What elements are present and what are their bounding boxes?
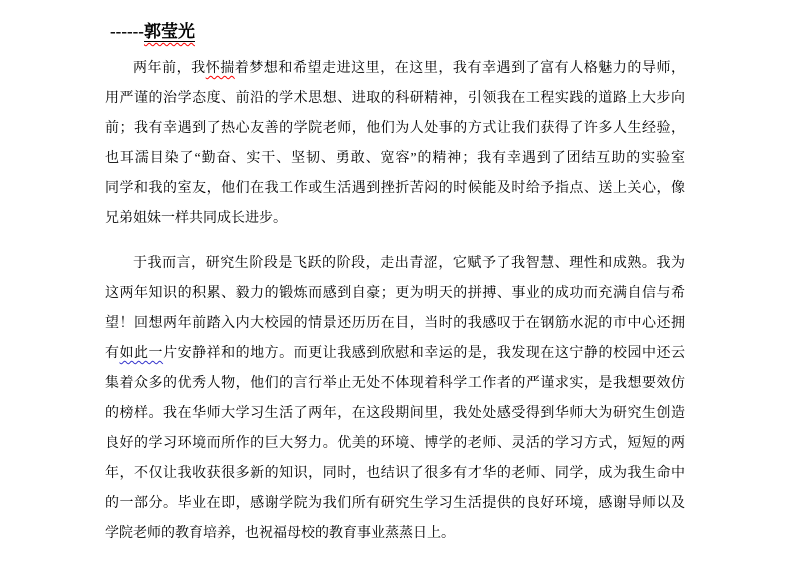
text-segment: 也耳濡目染了“勤奋、实干、坚韧、勇敢、宽容”的精神；我有幸遇到了团结互助的实验室 bbox=[105, 151, 685, 166]
text-line bbox=[105, 519, 685, 549]
text-segment: 有 bbox=[105, 346, 120, 361]
text-segment: 同学和我的室友，他们在我工作或生活遇到挫折苦闷的时候能及时给予指点、送上关心，像 bbox=[105, 181, 685, 196]
text-segment: 两年前，我 bbox=[133, 61, 206, 76]
text-line bbox=[105, 339, 685, 369]
text-segment: 于我而言，研究生阶段是飞跃的阶段，走出青涩，它赋予了我智慧、理性和成熟。我为 bbox=[133, 256, 685, 271]
text-line bbox=[105, 114, 685, 144]
text-line bbox=[105, 459, 685, 489]
text-line bbox=[105, 249, 685, 279]
text-segment: 前；我有幸遇到了热心友善的学院老师，他们为人处事的方式让我们获得了许多人生经验， bbox=[105, 121, 685, 136]
text-line bbox=[105, 429, 685, 459]
text-line bbox=[105, 309, 685, 339]
text-line bbox=[105, 204, 685, 234]
text-segment: 良好的学习环境而所作的巨大努力。优美的环境、博学的老师、灵活的学习方式，短短的两 bbox=[105, 436, 685, 451]
text-segment: 集着众多的优秀人物，他们的言行举止无处不体现着科学工作者的严谨求实，是我想要效仿 bbox=[105, 376, 685, 391]
text-line bbox=[105, 144, 685, 174]
signature-dashes: ------ bbox=[110, 22, 144, 41]
text-line bbox=[105, 174, 685, 204]
text-segment: 年，不仅让我收获很多新的知识，同时，也结识了很多有才华的老师、同学，成为我生命中 bbox=[105, 466, 685, 481]
text-segment: 的榜样。我在华师大学习生活了两年，在这段期间里，我处处感受得到华师大为研究生创造 bbox=[105, 406, 685, 421]
text-line bbox=[105, 84, 685, 114]
text-segment: 学院老师的教育培养，也祝福母校的教育事业蒸蒸日上。 bbox=[105, 526, 455, 541]
paragraph bbox=[105, 249, 685, 549]
text-segment: 兄弟姐妹一样共同成长进步。 bbox=[105, 211, 287, 226]
text-line bbox=[105, 279, 685, 309]
text-line bbox=[105, 489, 685, 519]
text-line bbox=[105, 54, 685, 84]
spellcheck-red-squiggle: 怀揣 bbox=[205, 61, 235, 76]
body-text bbox=[105, 54, 685, 549]
text-segment: 的一部分。毕业在即，感谢学院为我们所有研究生学习生活提供的良好环境，感谢导师以及 bbox=[105, 496, 685, 511]
signature-line bbox=[105, 22, 685, 42]
text-line bbox=[105, 369, 685, 399]
text-line bbox=[105, 399, 685, 429]
text-segment: 望！回想两年前踏入内大校园的情景还历历在目，当时的我感叹于在钢筋水泥的市中心还拥 bbox=[105, 316, 685, 331]
text-segment: 着梦想和希望走进这里，在这里，我有幸遇到了富有人格魅力的导师， bbox=[234, 61, 686, 76]
document-page[interactable] bbox=[105, 22, 685, 549]
signature-name: 郭莹光 bbox=[143, 22, 195, 41]
text-segment: 片安静祥和的地方。而更让我感到欣慰和幸运的是，我发现在这宁静的校园中还云 bbox=[163, 346, 686, 361]
text-segment: 用严谨的治学态度、前沿的学术思想、进取的科研精神，引领我在工程实践的道路上大步向 bbox=[105, 91, 685, 106]
spellcheck-blue-squiggle: 如此一 bbox=[119, 346, 164, 361]
paragraph bbox=[105, 54, 685, 234]
text-segment: 这两年知识的积累、毅力的锻炼而感到自豪；更为明天的拼搏、事业的成功而充满自信与希 bbox=[105, 286, 685, 301]
